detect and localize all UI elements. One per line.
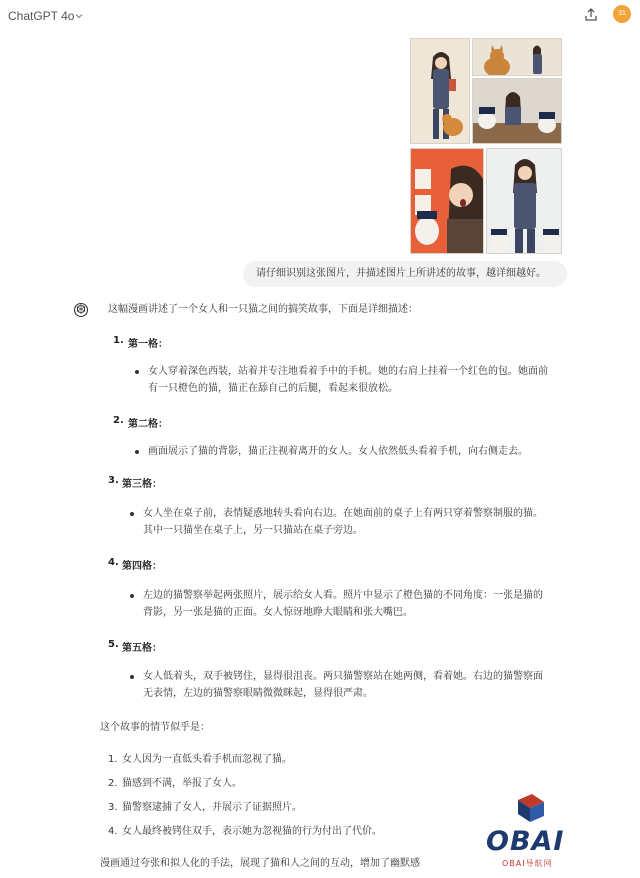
comic-panel-4 [410, 148, 484, 254]
panel-3-line-2: 其中一只猫坐在桌子上，另一只猫站在桌子旁边。 [143, 525, 363, 536]
panel-3-line-1: 女人坐在桌子前，表情疑惑地转头看向右边。在她面前的桌子上有两只穿着警察制服的猫。 [143, 508, 543, 519]
panel-5-line-1: 女人低着头，双手被铐住，显得很沮丧。两只猫警察站在她两侧，看着她。右边的猫警察面 [143, 671, 543, 682]
plot-item-4-number: 4. [108, 826, 118, 837]
panel-5-line-2: 无表情，左边的猫警察眼睛微微眯起，显得很严肃。 [143, 688, 373, 699]
bullet [130, 512, 134, 516]
bullet [130, 675, 134, 679]
comic-panel-5 [486, 148, 562, 254]
panel-1-line-1: 女人穿着深色西装，站着并专注地看着手中的手机。她的右肩上挂着一个红色的包。她面前 [148, 366, 548, 377]
panel-1-line-2: 有一只橙色的猫，猫正在舔自己的后腿，看起来很放松。 [148, 383, 398, 394]
answer-intro: 这幅漫画讲述了一个女人和一只猫之间的搞笑故事，下面是详细描述： [108, 304, 418, 315]
comic-panel-3 [472, 78, 562, 144]
bullet [130, 594, 134, 598]
plot-item-2: 猫感到不满，举报了女人。 [122, 778, 242, 789]
avatar[interactable]: 31 [613, 5, 631, 23]
watermark-subtext: OBAI导航网 [502, 859, 553, 868]
panel-4-line-2: 背影，另一张是猫的正面。女人惊讶地睁大眼睛和张大嘴巴。 [143, 607, 413, 618]
bullet [135, 450, 139, 454]
panel-2-number: 2. [113, 415, 124, 426]
user-message: 请仔细识别这张图片，并描述图片上所讲述的故事，越详细越好。 [243, 261, 567, 287]
plot-item-4: 女人最终被铐住双手，表示她为忽视猫的行为付出了代价。 [122, 826, 382, 837]
uploaded-comic-image[interactable] [410, 38, 562, 254]
plot-item-3-number: 3. [108, 802, 118, 813]
panel-4-title: 第四格： [122, 561, 162, 572]
panel-5-number: 5. [108, 639, 119, 650]
panel-1-title: 第一格： [128, 339, 168, 350]
plot-item-3: 猫警察逮捕了女人，并展示了证据照片。 [122, 802, 302, 813]
watermark-logo-text: OBAI [486, 826, 565, 857]
panel-5-title: 第五格： [122, 643, 162, 654]
chatgpt-logo-icon [73, 302, 89, 318]
plot-intro: 这个故事的情节似乎是： [100, 722, 210, 733]
bullet [135, 370, 139, 374]
comic-panel-1 [410, 38, 470, 144]
plot-item-1-number: 1. [108, 754, 118, 765]
plot-item-1: 女人因为一直低头看手机而忽视了猫。 [122, 754, 292, 765]
panel-2-title: 第二格： [128, 419, 168, 430]
panel-4-line-1: 左边的猫警察举起两张照片，展示给女人看。照片中显示了橙色猫的不同角度：一张是猫的 [143, 590, 543, 601]
panel-3-number: 3. [108, 475, 119, 486]
panel-3-title: 第三格： [122, 479, 162, 490]
comic-panel-2 [472, 38, 562, 76]
panel-4-number: 4. [108, 557, 119, 568]
panel-2-line-1: 画面展示了猫的背影，猫正注视着离开的女人。女人依然低头看着手机，向右侧走去。 [148, 446, 528, 457]
share-icon[interactable] [583, 7, 599, 23]
panel-1-number: 1. [113, 335, 124, 346]
answer-closing: 漫画通过夸张和拟人化的手法，展现了猫和人之间的互动，增加了幽默感 [100, 858, 420, 869]
chevron-down-icon[interactable] [74, 11, 84, 21]
plot-item-2-number: 2. [108, 778, 118, 789]
model-selector[interactable]: ChatGPT 4o [8, 9, 75, 23]
top-bar [0, 0, 640, 34]
